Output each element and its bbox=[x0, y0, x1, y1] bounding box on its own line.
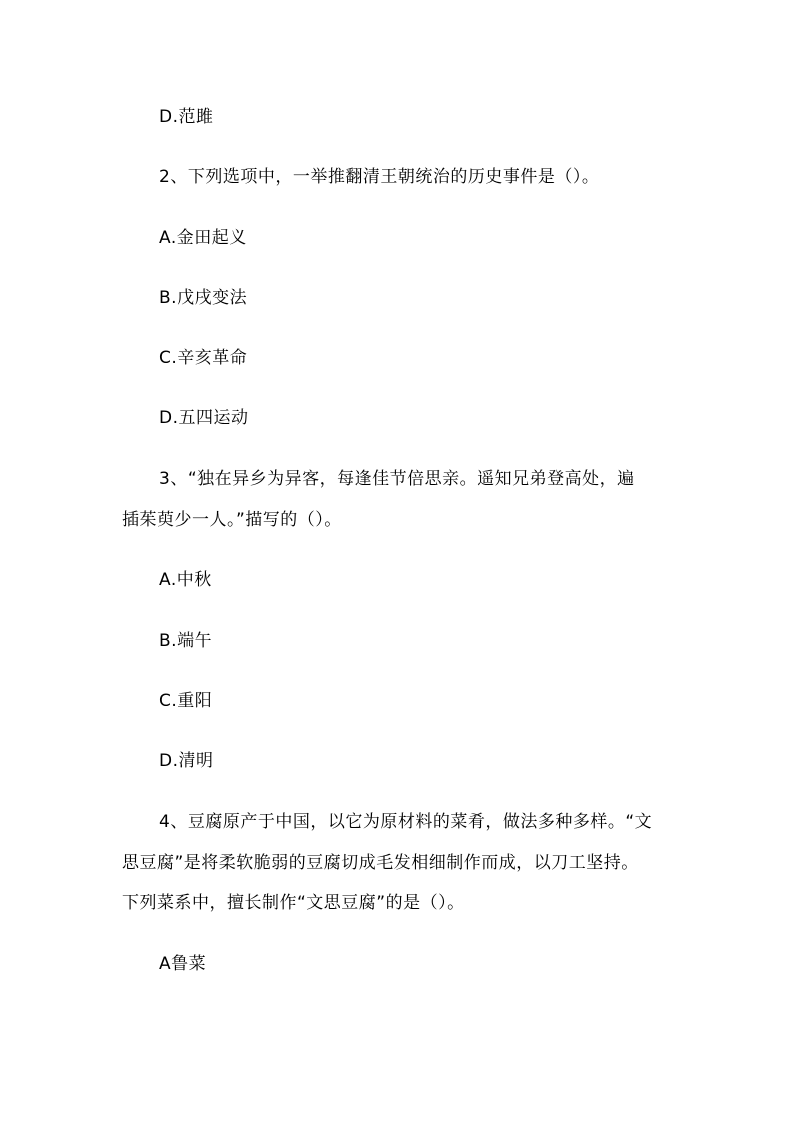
question-3-line-1: 3、“独在异乡为异客，每逢佳节倍思亲。遥知兄弟登高处，遍 bbox=[159, 469, 635, 489]
question-2: 2、下列选项中，一举推翻清王朝统治的历史事件是（）。 bbox=[159, 167, 600, 187]
option-b-q2: B.戊戌变法 bbox=[159, 288, 248, 308]
question-4-line-3: 下列菜系中，擅长制作“文思豆腐”的是（）。 bbox=[122, 893, 465, 913]
option-d-q2: D.五四运动 bbox=[159, 408, 249, 428]
option-d-q1: D.范雎 bbox=[159, 107, 214, 127]
option-c-q3: C.重阳 bbox=[159, 691, 213, 711]
option-a-q2: A.金田起义 bbox=[159, 228, 247, 248]
question-4-line-1: 4、豆腐原产于中国，以它为原材料的菜肴，做法多种多样。“文 bbox=[159, 812, 653, 832]
question-4-line-2: 思豆腐”是将柔软脆弱的豆腐切成毛发相细制作而成，以刀工坚持。 bbox=[122, 853, 639, 873]
option-a-q3: A.中秋 bbox=[159, 570, 212, 590]
option-c-q2: C.辛亥革命 bbox=[159, 348, 248, 368]
option-d-q3: D.清明 bbox=[159, 751, 214, 771]
option-a-q4: A鲁菜 bbox=[159, 954, 207, 974]
option-b-q3: B.端午 bbox=[159, 631, 213, 651]
question-3-line-2: 插茱萸少一人。”描写的（）。 bbox=[122, 510, 342, 530]
